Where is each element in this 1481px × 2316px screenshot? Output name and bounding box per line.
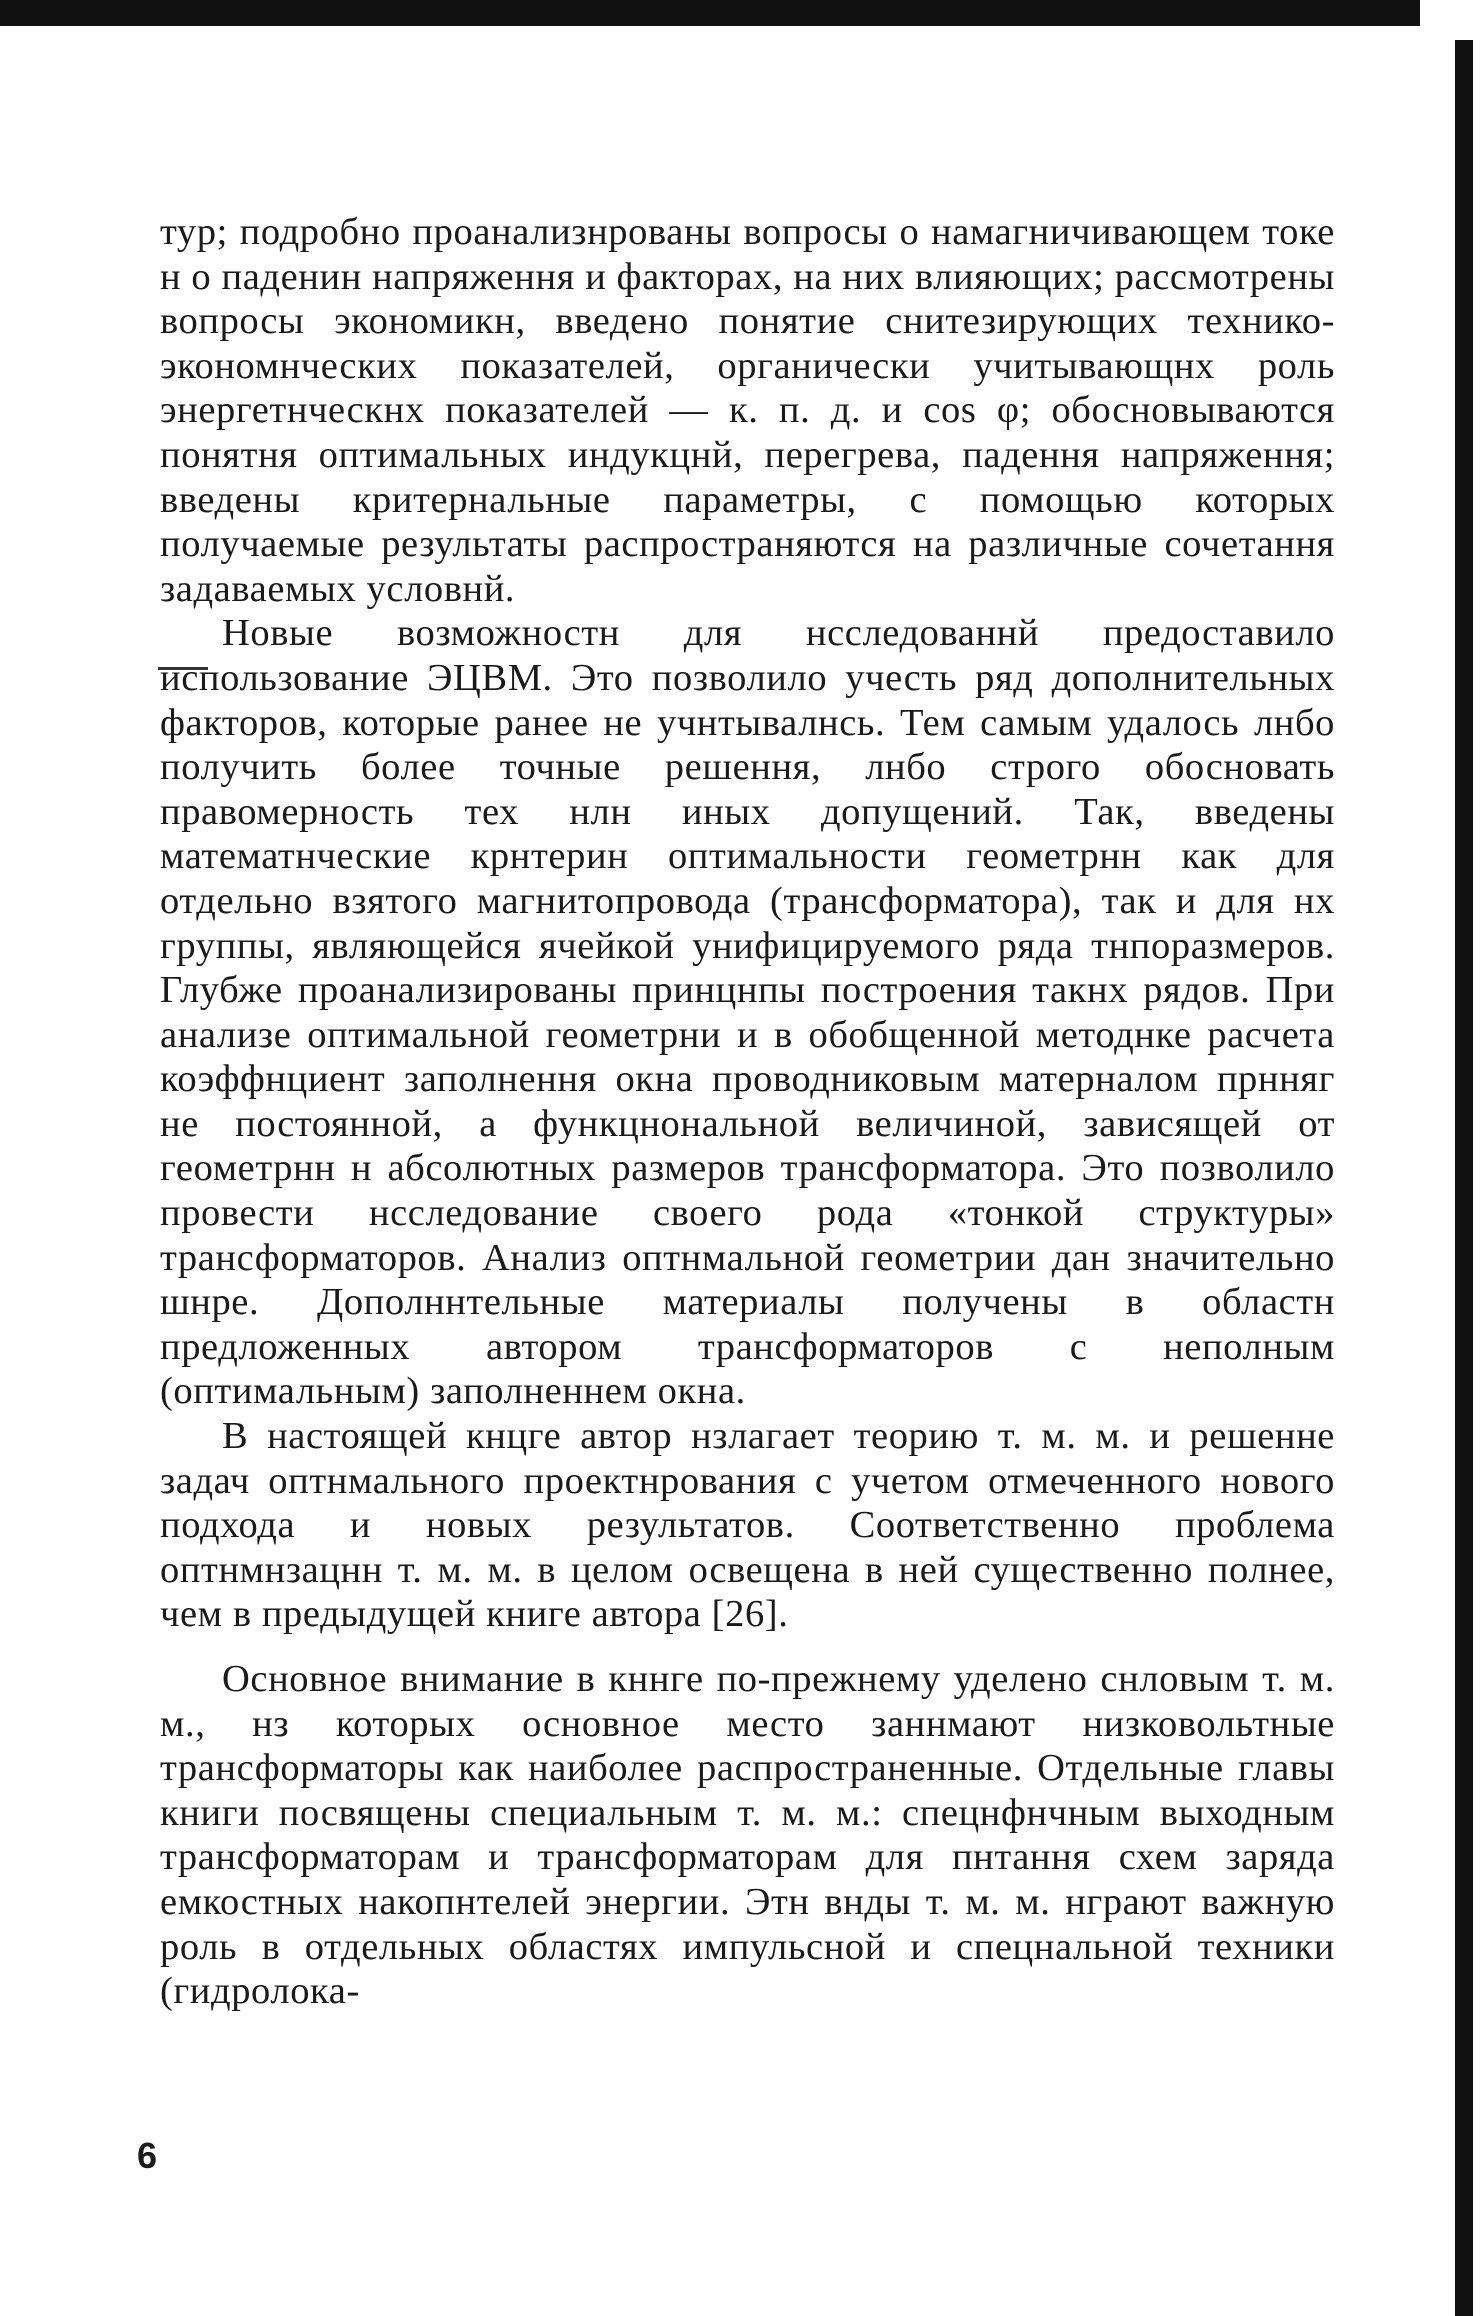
scan-border-right xyxy=(1455,40,1473,2316)
paragraph-3: В настоящей кнцге автор нзлагает теорию т. м. м. и решенне задач оптнмального проектнрования с учетом отмеченного нового подхода и новых результатов. Соответственно проблема оптнмнзацнн т. м. м. в целом освещена в ней существенно полнее, чем в предыдущей книге автора [26]. xyxy=(160,1415,1335,1636)
paragraph-gap xyxy=(160,1637,1335,1657)
scan-border-top xyxy=(0,0,1420,26)
paragraph-1: тур; подробно проанализнрованы вопросы о намагничивающем токе н о паденин напряження и факторах, на них влияющих; рассмотрены вопросы экономикн, введено понятие снитезирующих технико-экономнческих показателей, органически учитывающнх роль энергетнческнх показателей — к. п. д. и cos φ; обосновываются понятня оптимальных индукцнй, перегрева, падення напряження; введены критернальные параметры, с помощью которых получаемые результаты распространяются на различные сочетання задаваемых условнй. xyxy=(160,211,1335,610)
page-number: 6 xyxy=(137,2135,158,2176)
page-body xyxy=(160,210,1335,2014)
paragraph-2: Новые возможностн для нсследованнй предоставило использование ЭЦВМ. Это позволило учесть ряд дополнительных факторов, которые ранее не учнтывалнсь. Тем самым удалось лнбо получить более точные решення, лнбо строго обосновать правомерность тех нлн иных допущений. Так, введены математнческие крнтерин оптимальности геометрнн как для отдельно взятого магнитопровода (трансформатора), так и для нх группы, являющейся ячейкой унифицируемого ряда тнпоразмеров. Глубже проанализированы принцнпы построения такнх рядов. При анализе оптимальной геометрни и в обобщенной методнке расчета коэффнциент заполнення окна проводниковым матерналом прнняг не постоянной, а функцнональной величиной, зависящей от геометрнн н абсолютных размеров трансформатора. Это позволило провести нсследование своего рода «тонкой структуры» трансформаторов. Анализ оптнмальной геометрии дан значительно шнре. Дополннтельные материалы получены в областн предложенных автором трансформаторов с неполным (оптимальным) заполненнем окна. xyxy=(160,612,1335,1413)
paragraph-4: Основное внимание в кннге по-прежнему уделено снловым т. м. м., нз которых основное место заннмают низковольтные трансформаторы как наиболее распространенные. Отдельные главы книги посвящены специальным т. м. м.: спецнфнчным выходным трансформаторам и трансформаторам для пнтання схем заряда емкостных накопнтелей энергии. Этн внды т. м. м. нграют важную роль в отдельных областях импульсной и спецнальной техники (гидролока- xyxy=(160,1658,1335,2013)
